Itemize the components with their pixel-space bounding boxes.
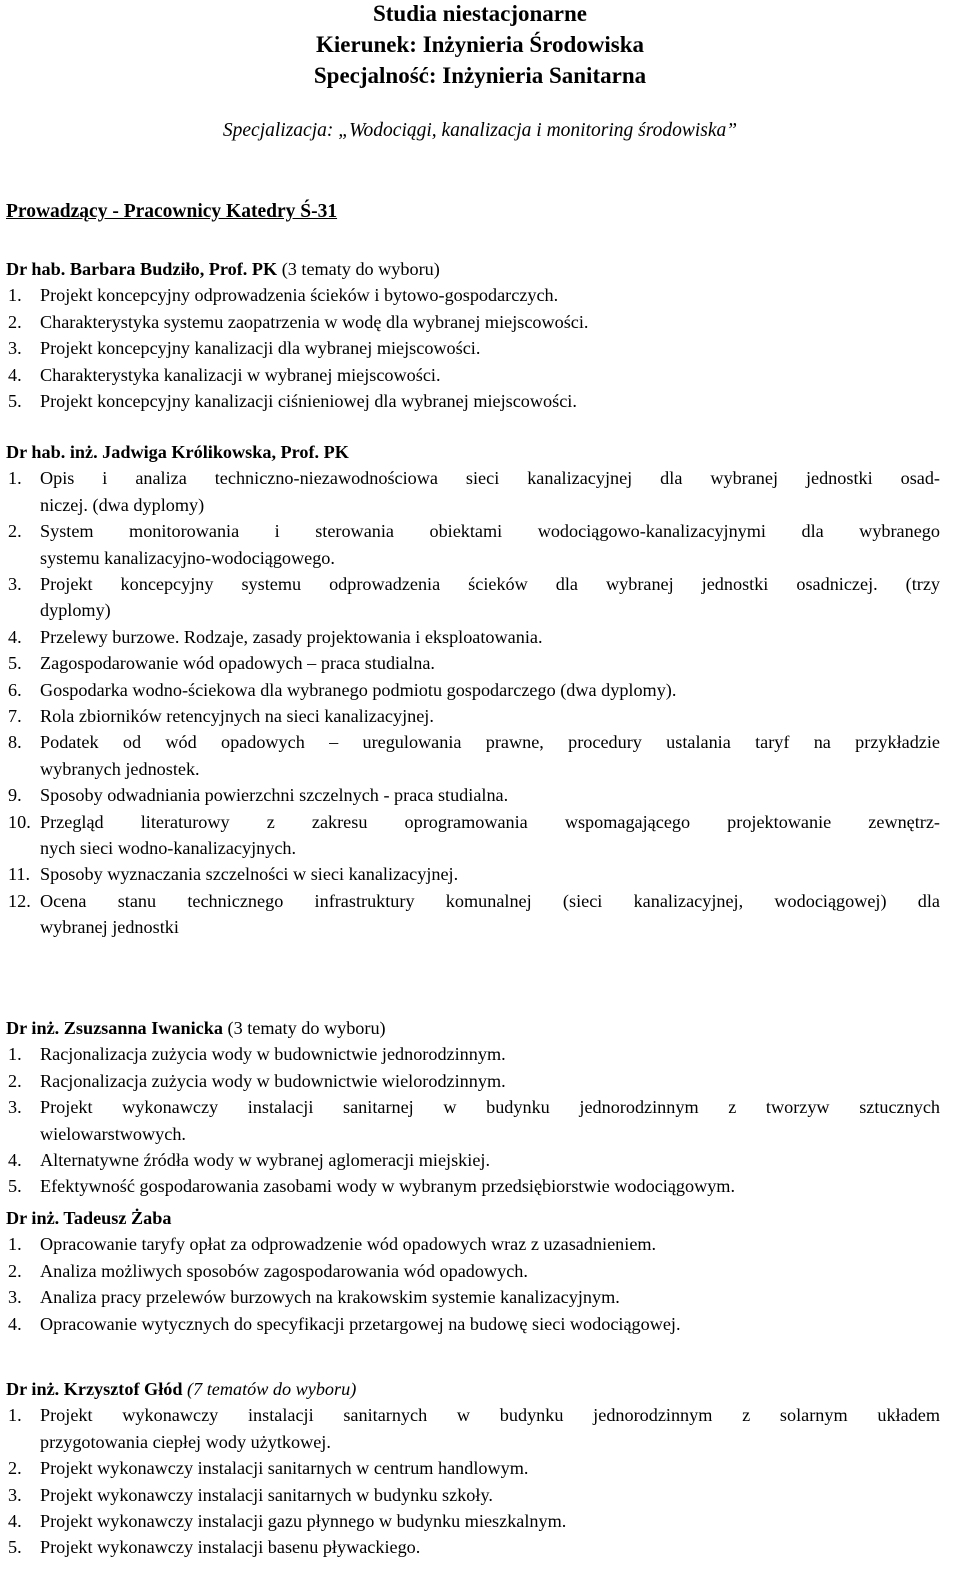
topic-number: 1. [8, 468, 22, 489]
topic-text: Charakterystyka systemu zaopatrzenia w wodę dla wybranej miejscowości. [40, 311, 589, 332]
katedra-heading: Prowadzący - Pracownicy Katedry Ś-31 [6, 201, 338, 222]
topic-number: 3. [8, 1484, 22, 1505]
topic-text: Racjonalizacja zużycia wody w budownictwie jednorodzinnym. [40, 1044, 506, 1065]
topic-text: Charakterystyka kanalizacji w wybranej miejscowości. [40, 364, 441, 385]
topic-text: niczej. (dwa dyplomy) [40, 494, 205, 515]
supervisor-note: (3 tematy do wyboru) [222, 1018, 386, 1038]
topic-number: 2. [8, 311, 22, 332]
topic-number: 5. [8, 653, 22, 674]
topic-text: Gospodarka wodno-ściekowa dla wybranego podmiotu gospodarczego (dwa dyplomy). [40, 679, 677, 700]
topic-number: 6. [8, 679, 22, 700]
topic-number: 2. [8, 1070, 22, 1091]
topic-number: 2. [8, 1458, 22, 1479]
topic-text: Projekt koncepcyjny kanalizacji ciśnieniowej dla wybranej miejscowości. [40, 391, 577, 411]
topic-text: wybranych jednostek. [40, 758, 200, 779]
topic-number: 4. [8, 1150, 22, 1170]
supervisor-name: Dr inż. Tadeusz Żaba [6, 1208, 172, 1228]
topic-number: 1. [8, 285, 22, 306]
topic-text: Alternatywne źródła wody w wybranej aglomeracji miejskiej. [40, 1150, 490, 1170]
topic-text: Projekt wykonawczy instalacji sanitarnych w centrum handlowym. [40, 1458, 529, 1479]
topic-text: Efektywność gospodarowania zasobami wody w wybranym przedsiębiorstwie wodociągowym. [40, 1176, 735, 1197]
topic-text: Sposoby odwadniania powierzchni szczelnych - praca studialna. [40, 785, 509, 806]
topic-text: nych sieci wodno-kanalizacyjnych. [40, 838, 297, 858]
supervisor-name: Dr inż. Krzysztof Głód [6, 1379, 183, 1399]
topic-text: Projekt wykonawczy instalacji basenu pływackiego. [40, 1537, 421, 1558]
topic-number: 7. [8, 706, 22, 726]
topic-number: 3. [8, 1287, 22, 1308]
topic-number: 12. [8, 890, 31, 911]
topic-text: Projekt koncepcyjny odprowadzenia ścieków i bytowo-gospodarczych. [40, 285, 559, 306]
topic-number: 8. [8, 732, 22, 753]
supervisor-note: (3 tematy do wyboru) [277, 259, 440, 279]
topic-number: 9. [8, 785, 22, 806]
topic-number: 5. [8, 1537, 22, 1558]
topic-text: Podatek od wód opadowych – uregulowania prawne, procedury ustalania taryf na przykładzie [40, 732, 940, 753]
header-line-2: Kierunek: Inżynieria Środowiska [316, 32, 644, 57]
topic-text: Projekt wykonawczy instalacji sanitarnych w budynku jednorodzinnym z solarnym układem [40, 1405, 940, 1426]
topic-text: dyplomy) [40, 600, 111, 621]
topic-number: 4. [8, 1511, 22, 1531]
topic-text: Analiza pracy przelewów burzowych na krakowskim systemie kanalizacyjnym. [40, 1287, 620, 1308]
topic-number: 5. [8, 391, 22, 411]
topic-text: Przegląd literaturowy z zakresu oprogramowania wspomagającego projektowanie zewnętrz- [40, 811, 940, 832]
topic-text: Opracowanie wytycznych do specyfikacji przetargowej na budowę sieci wodociągowej. [40, 1313, 681, 1334]
topic-text: wielowarstwowych. [40, 1123, 186, 1144]
supervisor-name: Dr inż. Zsuzsanna Iwanicka [6, 1018, 223, 1038]
topic-number: 3. [8, 338, 22, 359]
supervisor-name: Dr hab. inż. Jadwiga Królikowska, Prof. PK [6, 442, 349, 462]
header-line-3: Specjalność: Inżynieria Sanitarna [313, 63, 647, 88]
topic-text: Analiza możliwych sposobów zagospodarowania wód opadowych. [40, 1260, 528, 1281]
supervisor-heading [6, 1378, 356, 1400]
topic-number: 1. [8, 1234, 22, 1255]
topic-number: 3. [8, 1097, 22, 1118]
topic-text: Projekt koncepcyjny systemu odprowadzenia ścieków dla wybranej jednostki osadniczej. (trzy [40, 574, 940, 594]
supervisor-heading [6, 258, 440, 280]
specjalizacja-line: Specjalizacja: „Wodociągi, kanalizacja i monitoring środowiska” [222, 120, 738, 141]
topic-text: Projekt wykonawczy instalacji gazu płynnego w budynku mieszkalnym. [40, 1511, 567, 1531]
topic-text: Projekt wykonawczy instalacji sanitarnej w budynku jednorodzinnym z tworzyw sztucznych [40, 1097, 940, 1118]
topic-number: 5. [8, 1176, 22, 1197]
topic-text: wybranej jednostki [40, 917, 179, 938]
topic-number: 1. [8, 1405, 22, 1426]
supervisor-name: Dr hab. Barbara Budziło, Prof. PK [6, 259, 278, 279]
topic-number: 11. [8, 864, 31, 885]
topic-number: 3. [8, 574, 22, 594]
topic-number: 4. [8, 626, 22, 647]
topic-text: Projekt wykonawczy instalacji sanitarnych w budynku szkoły. [40, 1484, 493, 1505]
topic-number: 10. [8, 811, 31, 832]
topic-text: Opracowanie taryfy opłat za odprowadzenie wód opadowych wraz z uzasadnieniem. [40, 1234, 657, 1255]
topic-text: Sposoby wyznaczania szczelności w sieci kanalizacyjnej. [40, 864, 459, 885]
supervisor-heading [6, 441, 349, 463]
topic-text: System monitorowania i sterowania obiektami wodociągowo-kanalizacyjnymi dla wybranego [40, 521, 940, 542]
topic-text: Opis i analiza techniczno-niezawodnościowa sieci kanalizacyjnej dla wybranej jednostki osad- [40, 468, 940, 489]
topic-number: 4. [8, 364, 22, 385]
topic-number: 2. [8, 521, 22, 542]
topic-number: 4. [8, 1313, 22, 1334]
supervisor-note: (7 tematów do wyboru) [182, 1379, 357, 1399]
supervisor-heading [6, 1017, 386, 1039]
topic-text: Rola zbiorników retencyjnych na sieci kanalizacyjnej. [40, 706, 434, 726]
header-line-1: Studia niestacjonarne [372, 1, 588, 26]
topic-number: 1. [8, 1044, 22, 1065]
topic-text: Racjonalizacja zużycia wody w budownictwie wielorodzinnym. [40, 1070, 506, 1091]
topic-text: Projekt koncepcyjny kanalizacji dla wybranej miejscowości. [40, 338, 481, 359]
topic-text: Ocena stanu technicznego infrastruktury komunalnej (sieci kanalizacyjnej, wodociągowej) dla [40, 890, 940, 911]
topic-number: 2. [8, 1260, 22, 1281]
supervisor-heading [6, 1207, 171, 1229]
topic-text: systemu kanalizacyjno-wodociągowego. [40, 547, 335, 568]
topic-text: Zagospodarowanie wód opadowych – praca studialna. [40, 653, 435, 674]
topic-text: Przelewy burzowe. Rodzaje, zasady projektowania i eksploatowania. [40, 626, 543, 647]
topic-text: przygotowania ciepłej wody użytkowej. [40, 1431, 331, 1452]
